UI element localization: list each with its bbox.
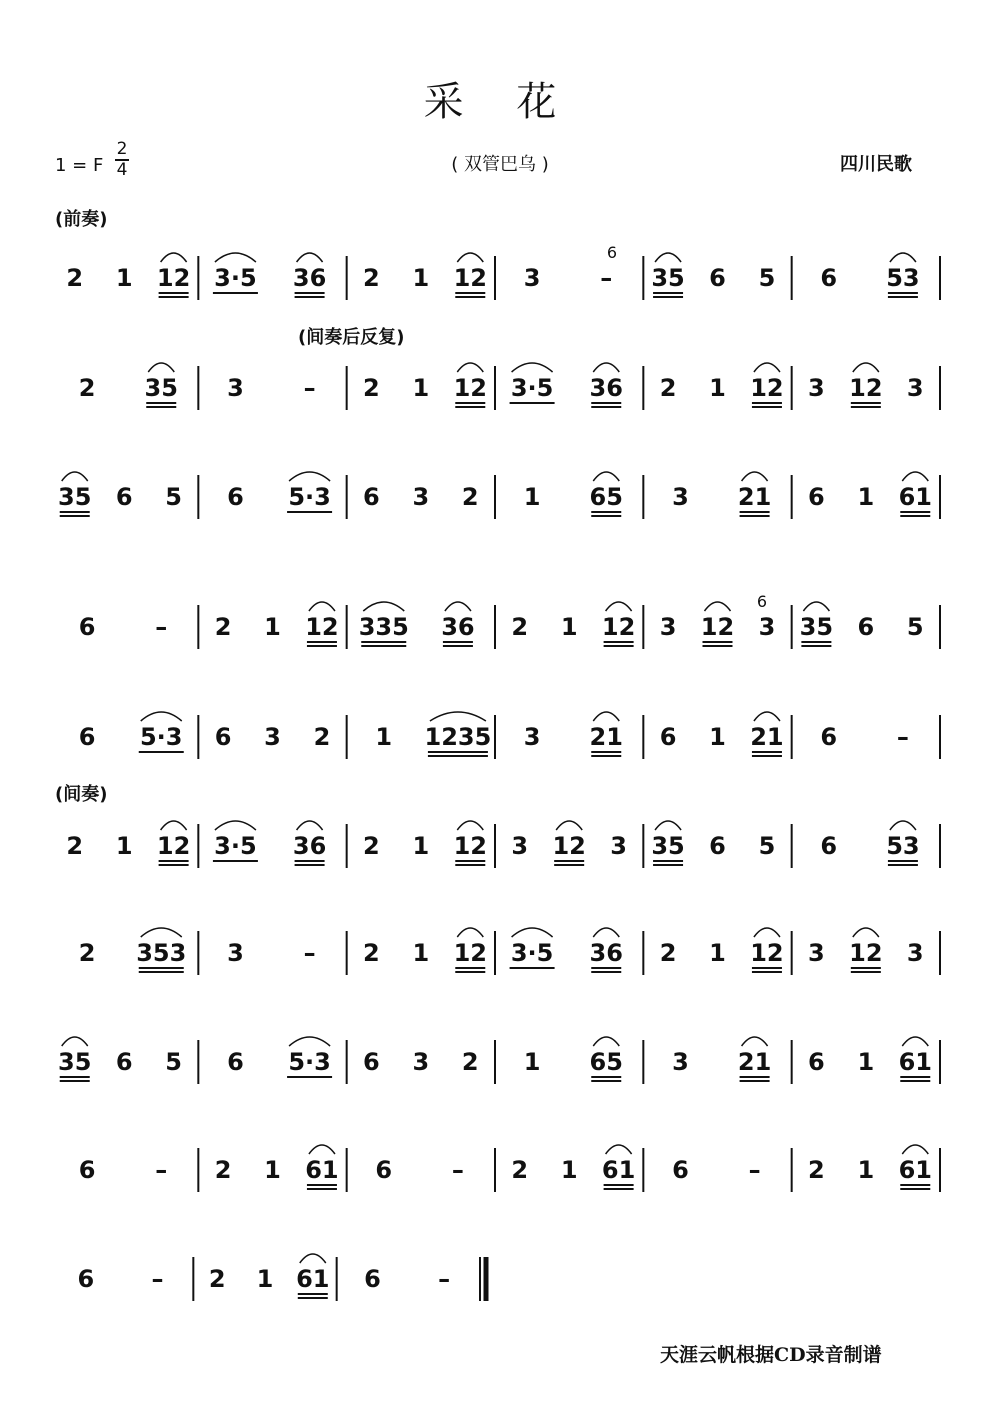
score-system bbox=[58, 472, 940, 519]
slur bbox=[289, 472, 330, 481]
slur bbox=[754, 712, 780, 721]
note: 3·5 bbox=[214, 832, 257, 860]
note: 35 bbox=[58, 1048, 92, 1076]
note: 6 bbox=[808, 483, 825, 511]
score-measure bbox=[364, 1265, 450, 1293]
note: 35 bbox=[651, 832, 685, 860]
note: 61 bbox=[898, 1156, 932, 1184]
note: 6 bbox=[78, 613, 96, 641]
note: 1 bbox=[857, 483, 875, 511]
note: 3 bbox=[523, 723, 541, 751]
note: 1 bbox=[115, 832, 133, 860]
score-measure bbox=[363, 821, 487, 865]
slur bbox=[457, 928, 483, 937]
score-measure bbox=[651, 253, 775, 297]
note: 12 bbox=[849, 374, 883, 402]
note: 6 bbox=[820, 723, 838, 751]
score-measure bbox=[820, 821, 919, 865]
note: 6 bbox=[77, 1265, 95, 1293]
score-measure bbox=[227, 939, 316, 967]
score-measure bbox=[58, 472, 182, 516]
score-measure bbox=[524, 1037, 623, 1081]
note: 1 bbox=[264, 1156, 281, 1184]
score-measure bbox=[363, 253, 487, 297]
note: – bbox=[155, 613, 168, 641]
note: 12 bbox=[552, 832, 586, 860]
score-measure bbox=[363, 928, 487, 972]
note: 3 bbox=[672, 1048, 689, 1076]
note: 36 bbox=[589, 939, 623, 967]
note: – bbox=[151, 1265, 164, 1293]
note: 6 bbox=[659, 723, 677, 751]
note: 3 bbox=[227, 939, 244, 967]
note: 61 bbox=[305, 1156, 339, 1184]
note: 1 bbox=[264, 613, 281, 641]
grace-note: 6 bbox=[606, 243, 618, 262]
slur bbox=[606, 602, 632, 611]
slur bbox=[363, 602, 404, 611]
note: 3 bbox=[808, 374, 825, 402]
label-prelude: (前奏) bbox=[55, 209, 108, 230]
note: 12 bbox=[453, 832, 487, 860]
slur bbox=[512, 363, 553, 372]
note: 2 bbox=[363, 374, 380, 402]
note: 21 bbox=[737, 483, 772, 511]
note: 3 bbox=[523, 264, 541, 292]
note: 1 bbox=[857, 1156, 875, 1184]
note: 2 bbox=[214, 613, 232, 641]
slur bbox=[141, 712, 182, 721]
note: 3 bbox=[412, 1048, 430, 1076]
score-measure bbox=[660, 712, 784, 756]
slur bbox=[457, 363, 483, 372]
note: 61 bbox=[898, 483, 932, 511]
slur bbox=[297, 253, 323, 262]
note: 3 bbox=[659, 613, 677, 641]
slur bbox=[161, 821, 187, 830]
note: 12 bbox=[156, 264, 191, 292]
score-system bbox=[79, 712, 940, 759]
note: 353 bbox=[136, 939, 187, 967]
label-interlude: (间奏) bbox=[55, 784, 108, 805]
note: 12 bbox=[700, 613, 735, 641]
score-measure bbox=[79, 613, 168, 641]
score-measure bbox=[66, 253, 190, 297]
note: 6 bbox=[115, 1048, 133, 1076]
score-measure bbox=[363, 363, 487, 407]
note: 1 bbox=[115, 264, 133, 292]
score-measure bbox=[77, 1265, 163, 1293]
note: 6 bbox=[808, 1048, 825, 1076]
slur bbox=[593, 928, 619, 937]
score-measure bbox=[808, 363, 924, 407]
note: 2 bbox=[214, 1156, 232, 1184]
note: 6 bbox=[820, 264, 838, 292]
note: 6 bbox=[78, 1156, 96, 1184]
slur bbox=[853, 363, 879, 372]
slur bbox=[742, 1037, 768, 1046]
time-signature-top: 2 bbox=[116, 139, 128, 159]
note: 6 bbox=[672, 1156, 689, 1184]
time-signature-bottom: 4 bbox=[116, 159, 128, 180]
note: 2 bbox=[66, 264, 84, 292]
note: 3 bbox=[808, 939, 825, 967]
score-system bbox=[77, 1254, 486, 1301]
score-system bbox=[66, 821, 940, 868]
note: 36 bbox=[292, 264, 327, 292]
note: 3 bbox=[906, 939, 924, 967]
note: 6 bbox=[709, 832, 726, 860]
score-measure bbox=[66, 821, 190, 865]
note: 12 bbox=[156, 832, 191, 860]
score-measure bbox=[215, 602, 339, 646]
note: 5 bbox=[165, 483, 182, 511]
note: 3 bbox=[758, 613, 776, 641]
slur bbox=[593, 1037, 619, 1046]
note: 1 bbox=[709, 723, 726, 751]
note: 61 bbox=[296, 1265, 330, 1293]
note: 1 bbox=[523, 1048, 541, 1076]
note: 6 bbox=[363, 1048, 380, 1076]
slur bbox=[606, 1145, 632, 1154]
note: 12 bbox=[453, 264, 487, 292]
score-measure bbox=[215, 1145, 339, 1189]
note: 12 bbox=[453, 939, 487, 967]
score-measure bbox=[213, 821, 326, 865]
slur bbox=[457, 253, 483, 262]
note: 2 bbox=[363, 264, 380, 292]
score-measure bbox=[213, 253, 326, 297]
note: 2 bbox=[78, 939, 96, 967]
note: – bbox=[451, 1156, 464, 1184]
note: 1235 bbox=[424, 723, 492, 751]
score-measure bbox=[672, 1037, 771, 1081]
note: – bbox=[303, 374, 316, 402]
transcription-credit: 天涯云帆根据CD录音制谱 bbox=[660, 1344, 882, 1366]
note: 2 bbox=[461, 483, 479, 511]
score-measure bbox=[215, 723, 331, 751]
instrument-subtitle: ( 双管巴乌 ) bbox=[451, 154, 549, 175]
score-measure bbox=[808, 472, 932, 516]
note: 5·3 bbox=[288, 1048, 331, 1076]
slur bbox=[890, 253, 916, 262]
note: 2 bbox=[659, 374, 677, 402]
score-measure bbox=[79, 1156, 168, 1184]
score-measure bbox=[510, 363, 623, 407]
score-measure bbox=[363, 483, 479, 511]
note: 2 bbox=[313, 723, 331, 751]
score-measure bbox=[79, 928, 187, 972]
score-measure bbox=[800, 602, 924, 646]
score-measure bbox=[672, 1156, 761, 1184]
slur bbox=[161, 253, 187, 262]
score-measure bbox=[660, 928, 784, 972]
note: 36 bbox=[441, 613, 475, 641]
note: 61 bbox=[898, 1048, 932, 1076]
score-measure bbox=[227, 374, 316, 402]
note: 65 bbox=[589, 483, 623, 511]
score-measure bbox=[524, 472, 623, 516]
note: 2 bbox=[66, 832, 84, 860]
note: – bbox=[438, 1265, 451, 1293]
note: 5 bbox=[758, 832, 776, 860]
note: 3 bbox=[227, 374, 244, 402]
score-title: 采 花 bbox=[423, 79, 577, 125]
score-measure bbox=[672, 472, 771, 516]
note: 6 bbox=[709, 264, 726, 292]
note: 6 bbox=[227, 483, 244, 511]
note: 53 bbox=[886, 264, 920, 292]
slur bbox=[742, 472, 768, 481]
note: 2 bbox=[659, 939, 677, 967]
slur bbox=[853, 928, 879, 937]
note: 3 bbox=[412, 483, 430, 511]
note: 6 bbox=[364, 1265, 381, 1293]
note: 335 bbox=[358, 613, 409, 641]
note: 36 bbox=[589, 374, 623, 402]
label-interlude-repeat: (间奏后反复) bbox=[298, 327, 405, 348]
note: 1 bbox=[375, 723, 393, 751]
score-measure bbox=[510, 928, 623, 972]
score-measure bbox=[227, 472, 332, 512]
score-measure bbox=[227, 1037, 332, 1077]
note: 53 bbox=[886, 832, 920, 860]
note: 65 bbox=[589, 1048, 623, 1076]
slur bbox=[445, 602, 471, 611]
score-measure bbox=[511, 821, 627, 865]
note: – bbox=[600, 264, 613, 292]
note: 6 bbox=[78, 723, 96, 751]
note: 3·5 bbox=[214, 264, 257, 292]
slur bbox=[215, 253, 256, 262]
note: 21 bbox=[750, 723, 784, 751]
note: 3·5 bbox=[510, 939, 554, 967]
score-measure bbox=[651, 821, 775, 865]
note: 6 bbox=[227, 1048, 244, 1076]
note: – bbox=[748, 1156, 761, 1184]
note: 12 bbox=[305, 613, 339, 641]
note: 1 bbox=[412, 264, 430, 292]
slur bbox=[754, 363, 780, 372]
score-measure bbox=[660, 363, 784, 407]
slur bbox=[593, 363, 619, 372]
note: – bbox=[155, 1156, 168, 1184]
note: 1 bbox=[857, 1048, 875, 1076]
note: – bbox=[303, 939, 316, 967]
slur bbox=[803, 602, 829, 611]
slur bbox=[593, 472, 619, 481]
score-measure bbox=[808, 1145, 932, 1189]
slur bbox=[890, 821, 916, 830]
score-measure bbox=[820, 723, 909, 751]
slur bbox=[62, 472, 88, 481]
score-system bbox=[79, 363, 940, 410]
slur bbox=[430, 712, 486, 721]
slur bbox=[655, 253, 681, 262]
note: 3 bbox=[264, 723, 281, 751]
score-measure bbox=[524, 264, 613, 292]
slur bbox=[556, 821, 582, 830]
note: 1 bbox=[412, 939, 430, 967]
slur bbox=[902, 1037, 928, 1046]
score-measure bbox=[524, 712, 623, 756]
slur bbox=[309, 1145, 335, 1154]
note: 6 bbox=[214, 723, 232, 751]
note: 2 bbox=[208, 1265, 226, 1293]
note: 12 bbox=[601, 613, 636, 641]
score-measure bbox=[363, 1048, 479, 1076]
note: 1 bbox=[256, 1265, 274, 1293]
note: 35 bbox=[58, 483, 92, 511]
score-measure bbox=[808, 928, 924, 972]
note: 2 bbox=[363, 832, 380, 860]
slur bbox=[902, 472, 928, 481]
score-measure bbox=[79, 712, 184, 752]
slur bbox=[297, 821, 323, 830]
note: 1 bbox=[412, 832, 430, 860]
note: 12 bbox=[750, 374, 784, 402]
note: 3 bbox=[610, 832, 627, 860]
grace-note: 6 bbox=[756, 592, 768, 611]
note: 2 bbox=[808, 1156, 825, 1184]
note: 5 bbox=[758, 264, 776, 292]
note: 3·5 bbox=[510, 374, 554, 402]
slur bbox=[62, 1037, 88, 1046]
note: 1 bbox=[709, 939, 726, 967]
song-origin: 四川民歌 bbox=[840, 154, 912, 175]
note: 6 bbox=[115, 483, 133, 511]
note: 3 bbox=[672, 483, 689, 511]
note: 3 bbox=[906, 374, 924, 402]
slur bbox=[705, 602, 731, 611]
note: 6 bbox=[363, 483, 380, 511]
note: 5 bbox=[165, 1048, 182, 1076]
note: 6 bbox=[375, 1156, 393, 1184]
note: 2 bbox=[511, 1156, 529, 1184]
slur bbox=[593, 712, 619, 721]
note: 5·3 bbox=[139, 723, 183, 751]
score-measure bbox=[79, 363, 178, 407]
note: 6 bbox=[820, 832, 838, 860]
slur bbox=[512, 928, 553, 937]
note: 21 bbox=[589, 723, 623, 751]
slur bbox=[215, 821, 256, 830]
note: 12 bbox=[849, 939, 883, 967]
note: 1 bbox=[523, 483, 541, 511]
note: 2 bbox=[511, 613, 529, 641]
slur bbox=[754, 928, 780, 937]
score-measure bbox=[375, 1156, 464, 1184]
key-signature: 1 = F bbox=[55, 155, 104, 176]
note: 2 bbox=[78, 374, 96, 402]
score-measure bbox=[375, 712, 491, 756]
score-measure bbox=[209, 1254, 330, 1298]
note: 35 bbox=[799, 613, 834, 641]
score-system bbox=[58, 1037, 940, 1084]
score-system bbox=[79, 592, 940, 649]
note: 35 bbox=[144, 374, 178, 402]
slur bbox=[655, 821, 681, 830]
note: 1 bbox=[709, 374, 726, 402]
note: 2 bbox=[363, 939, 380, 967]
note: 21 bbox=[737, 1048, 772, 1076]
score-measure bbox=[808, 1037, 932, 1081]
note: 3 bbox=[511, 832, 529, 860]
score-system bbox=[79, 928, 940, 975]
note: 5 bbox=[906, 613, 924, 641]
note: 1 bbox=[560, 1156, 578, 1184]
note: 5·3 bbox=[288, 483, 331, 511]
slur bbox=[300, 1254, 326, 1263]
note: 61 bbox=[601, 1156, 636, 1184]
score-measure bbox=[359, 602, 475, 646]
note: 1 bbox=[560, 613, 578, 641]
slur bbox=[289, 1037, 330, 1046]
slur bbox=[457, 821, 483, 830]
score-system bbox=[66, 243, 940, 300]
score-measure bbox=[58, 1037, 182, 1081]
slur bbox=[141, 928, 182, 937]
note: 12 bbox=[453, 374, 487, 402]
note: 2 bbox=[461, 1048, 479, 1076]
slur bbox=[309, 602, 335, 611]
note: 36 bbox=[292, 832, 327, 860]
score-measure bbox=[511, 1145, 635, 1189]
score-measure bbox=[511, 602, 635, 646]
note: – bbox=[896, 723, 909, 751]
note: 35 bbox=[651, 264, 685, 292]
slur bbox=[902, 1145, 928, 1154]
note: 12 bbox=[750, 939, 784, 967]
note: 6 bbox=[857, 613, 875, 641]
slur bbox=[148, 363, 174, 372]
score-measure bbox=[820, 253, 919, 297]
score-system bbox=[79, 1145, 940, 1192]
note: 1 bbox=[412, 374, 430, 402]
